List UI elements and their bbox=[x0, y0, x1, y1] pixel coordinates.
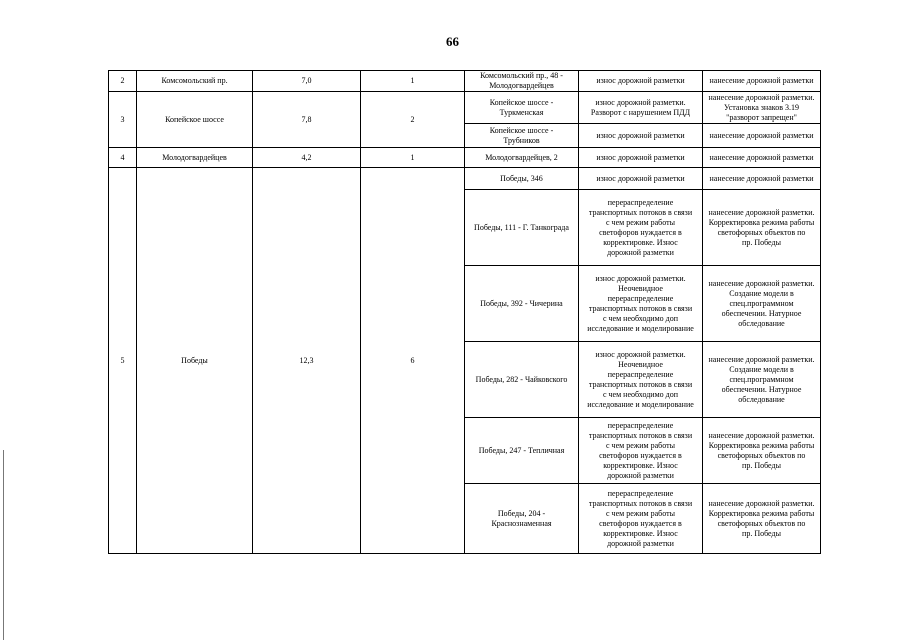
site-measure: нанесение дорожной разметки. Создание модели в спец.программном обеспечении. Натурное обследование bbox=[703, 266, 821, 342]
site-problem: перераспределение транспортных потоков в связи с чем режим работы светофоров нуждается в корректировке. Износ дорожной разметки bbox=[579, 190, 703, 266]
site-count: 2 bbox=[361, 92, 465, 148]
site-problem: перераспределение транспортных потоков в связи с чем режим работы светофоров нуждается в корректировке. Износ дорожной разметки bbox=[579, 418, 703, 484]
site-location: Победы, 111 - Г. Танкограда bbox=[465, 190, 579, 266]
site-measure: нанесение дорожной разметки. Корректировка режима работы светофорных объектов по пр. Победы bbox=[703, 190, 821, 266]
row-number: 5 bbox=[109, 168, 137, 554]
site-problem: износ дорожной разметки. Неочевидное перераспределение транспортных потоков в связи с чем необходимо доп исследование и моделирование bbox=[579, 342, 703, 418]
row-number: 4 bbox=[109, 148, 137, 168]
site-location: Победы, 392 - Чичерина bbox=[465, 266, 579, 342]
site-measure: нанесение дорожной разметки. Установка знаков 3.19 "разворот запрещен" bbox=[703, 92, 821, 124]
row-number: 3 bbox=[109, 92, 137, 148]
street-name: Победы bbox=[137, 168, 253, 554]
site-location: Победы, 247 - Тепличная bbox=[465, 418, 579, 484]
site-measure: нанесение дорожной разметки bbox=[703, 148, 821, 168]
site-count: 1 bbox=[361, 148, 465, 168]
site-problem: износ дорожной разметки bbox=[579, 124, 703, 148]
site-measure: нанесение дорожной разметки. Корректировка режима работы светофорных объектов по пр. Победы bbox=[703, 484, 821, 554]
scan-edge-line bbox=[3, 450, 4, 640]
site-measure: нанесение дорожной разметки. Корректировка режима работы светофорных объектов по пр. Победы bbox=[703, 418, 821, 484]
street-length: 7,8 bbox=[253, 92, 361, 148]
site-location: Комсомольский пр., 48 - Молодогвардейцев bbox=[465, 71, 579, 92]
street-length: 12,3 bbox=[253, 168, 361, 554]
road-issues-table bbox=[108, 70, 821, 554]
site-problem: износ дорожной разметки bbox=[579, 148, 703, 168]
table-row bbox=[109, 148, 821, 168]
street-name: Комсомольский пр. bbox=[137, 71, 253, 92]
table-row bbox=[109, 168, 821, 190]
site-count: 1 bbox=[361, 71, 465, 92]
site-location: Копейское шоссе - Туркменская bbox=[465, 92, 579, 124]
site-location: Победы, 282 - Чайковского bbox=[465, 342, 579, 418]
street-length: 4,2 bbox=[253, 148, 361, 168]
site-problem: перераспределение транспортных потоков в связи с чем режим работы светофоров нуждается в корректировке. Износ дорожной разметки bbox=[579, 484, 703, 554]
site-measure: нанесение дорожной разметки. Создание модели в спец.программном обеспечении. Натурное обследование bbox=[703, 342, 821, 418]
street-name: Молодогвардейцев bbox=[137, 148, 253, 168]
site-measure: нанесение дорожной разметки bbox=[703, 168, 821, 190]
table-row bbox=[109, 71, 821, 92]
site-measure: нанесение дорожной разметки bbox=[703, 71, 821, 92]
site-location: Копейское шоссе - Трубников bbox=[465, 124, 579, 148]
site-location: Молодогвардейцев, 2 bbox=[465, 148, 579, 168]
site-measure: нанесение дорожной разметки bbox=[703, 124, 821, 148]
site-problem: износ дорожной разметки. Разворот с нарушением ПДД bbox=[579, 92, 703, 124]
page-number: 66 bbox=[446, 34, 459, 49]
street-length: 7,0 bbox=[253, 71, 361, 92]
site-count: 6 bbox=[361, 168, 465, 554]
table-row bbox=[109, 92, 821, 124]
site-problem: износ дорожной разметки bbox=[579, 71, 703, 92]
site-location: Победы, 204 - Краснознаменная bbox=[465, 484, 579, 554]
street-name: Копейское шоссе bbox=[137, 92, 253, 148]
site-problem: износ дорожной разметки. Неочевидное перераспределение транспортных потоков в связи с чем необходимо доп исследование и моделирование bbox=[579, 266, 703, 342]
row-number: 2 bbox=[109, 71, 137, 92]
site-location: Победы, 346 bbox=[465, 168, 579, 190]
site-problem: износ дорожной разметки bbox=[579, 168, 703, 190]
